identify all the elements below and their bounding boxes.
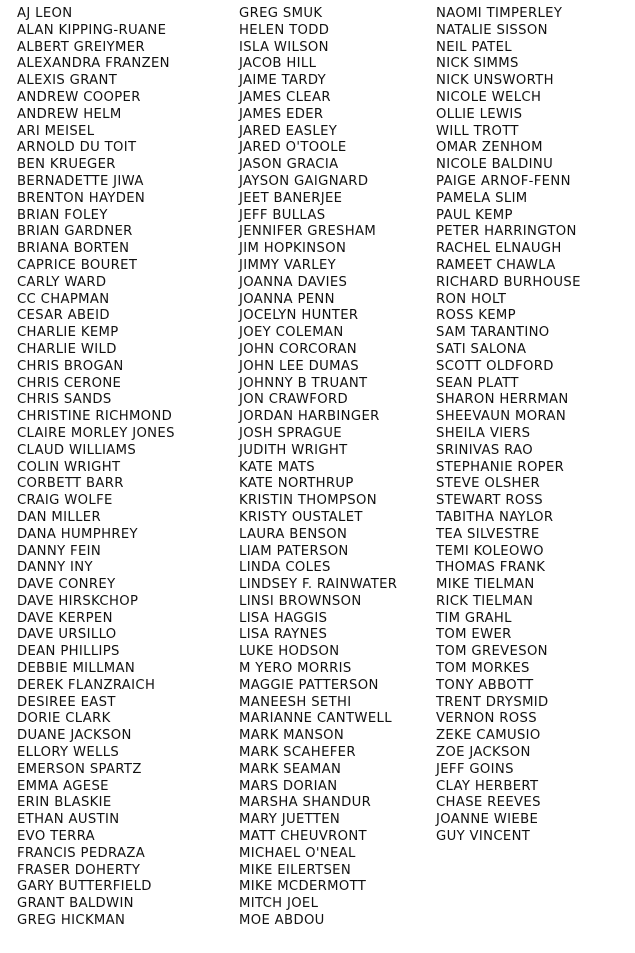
name-item: JASON GRACIA (239, 157, 339, 173)
name-item: VERNON ROSS (436, 711, 537, 727)
name-item: LINSI BROWNSON (239, 593, 362, 609)
name-item: STEWART ROSS (436, 493, 544, 509)
name-item: BRENTON HAYDEN (17, 190, 146, 206)
name-item: CHRISTINE RICHMOND (17, 409, 173, 425)
name-item: TOM MORKES (436, 661, 530, 677)
name-item: NEIL PATEL (436, 39, 512, 55)
name-item: TOM EWER (436, 627, 512, 643)
name-item: ETHAN AUSTIN (17, 812, 120, 828)
name-item: DANNY INY (17, 560, 93, 576)
name-item: CORBETT BARR (17, 476, 124, 492)
name-item: BEN KRUEGER (17, 157, 116, 173)
name-item: CHRIS SANDS (17, 392, 112, 408)
name-item: JOCELYN HUNTER (239, 308, 359, 324)
name-item: MOE ABDOU (239, 913, 325, 929)
name-item: JON CRAWFORD (239, 392, 348, 408)
name-item: SHEILA VIERS (436, 425, 531, 441)
name-item: CAPRICE BOURET (17, 257, 138, 273)
name-item: SCOTT OLDFORD (436, 358, 554, 374)
name-item: JAMES CLEAR (239, 89, 331, 105)
name-item: WILL TROTT (436, 123, 519, 139)
name-item: ALBERT GREIYMER (17, 39, 145, 55)
name-item: ELLORY WELLS (17, 745, 120, 761)
name-item: ERIN BLASKIE (17, 795, 112, 811)
name-item: KRISTIN THOMPSON (239, 493, 377, 509)
name-item: NICK UNSWORTH (436, 73, 554, 89)
name-item: JAYSON GAIGNARD (239, 173, 369, 189)
name-item: ALAN KIPPING-RUANE (17, 22, 167, 38)
name-item: ZEKE CAMUSIO (436, 728, 541, 744)
name-item: ROSS KEMP (436, 308, 516, 324)
name-item: GRANT BALDWIN (17, 896, 134, 912)
name-item: CLAY HERBERT (436, 778, 539, 794)
name-item: MIKE EILERTSEN (239, 862, 352, 878)
name-item: JORDAN HARBINGER (239, 409, 380, 425)
name-item: SHEEVAUN MORAN (436, 409, 567, 425)
name-item: ARNOLD DU TOIT (17, 140, 137, 156)
name-item: AJ LEON (17, 6, 73, 21)
name-item: BRIAN GARDNER (17, 224, 133, 240)
name-item: DUANE JACKSON (17, 728, 132, 744)
name-item: LINDSEY F. RAINWATER (239, 577, 398, 593)
name-item: JARED O'TOOLE (239, 140, 347, 156)
name-item: MARSHA SHANDUR (239, 795, 372, 811)
name-item: JENNIFER GRESHAM (239, 224, 377, 240)
name-item: MARK SCAHEFER (239, 745, 356, 761)
name-item: SATI SALONA (436, 341, 527, 357)
name-item: M YERO MORRIS (239, 661, 352, 677)
name-item: OMAR ZENHOM (436, 140, 543, 156)
name-item: TIM GRAHL (436, 610, 512, 626)
name-item: TEMI KOLEOWO (436, 543, 544, 559)
name-item: JOHNNY B TRUANT (239, 375, 368, 391)
name-item: CRAIG WOLFE (17, 493, 113, 509)
name-item: DAVE HIRSKCHOP (17, 593, 139, 609)
name-item: PAIGE ARNOF-FENN (436, 173, 571, 189)
name-item: NICOLE WELCH (436, 89, 542, 105)
name-item: DAVE KERPEN (17, 610, 113, 626)
name-item: JOHN CORCORAN (239, 341, 357, 357)
name-item: DEAN PHILLIPS (17, 644, 120, 660)
name-item: JUDITH WRIGHT (239, 442, 348, 458)
name-item: MITCH JOEL (239, 896, 319, 912)
name-item: BRIAN FOLEY (17, 207, 108, 223)
name-item: FRANCIS PEDRAZA (17, 845, 146, 861)
name-item: STEPHANIE ROPER (436, 459, 565, 475)
name-item: NAOMI TIMPERLEY (436, 6, 563, 21)
name-item: NATALIE SISSON (436, 22, 548, 38)
name-item: ANDREW HELM (17, 106, 122, 122)
name-item: MARK SEAMAN (239, 761, 342, 777)
name-item: PETER HARRINGTON (436, 224, 577, 240)
name-item: JOANNE WIEBE (436, 812, 539, 828)
name-item: CESAR ABEID (17, 308, 110, 324)
name-item: RON HOLT (436, 291, 507, 307)
name-item: TRENT DRYSMID (436, 694, 549, 710)
name-item: TOM GREVESON (436, 644, 548, 660)
name-item: GARY BUTTERFIELD (17, 879, 152, 895)
name-item: MATT CHEUVRONT (239, 829, 367, 845)
name-item: DESIREE EAST (17, 694, 116, 710)
name-item: ANDREW COOPER (17, 89, 141, 105)
name-item: CLAIRE MORLEY JONES (17, 425, 175, 441)
name-item: SRINIVAS RAO (436, 442, 533, 458)
names-column-3 (436, 6, 581, 846)
name-item: KATE MATS (239, 459, 315, 475)
name-item: SHARON HERRMAN (436, 392, 569, 408)
name-item: JOSH SPRAGUE (239, 425, 342, 441)
name-item: LIAM PATERSON (239, 543, 349, 559)
name-item: JAMES EDER (239, 106, 324, 122)
name-item: LAURA BENSON (239, 526, 348, 542)
name-item: RAMEET CHAWLA (436, 257, 556, 273)
name-item: CC CHAPMAN (17, 291, 110, 307)
name-item: KRISTY OUSTALET (239, 509, 363, 525)
name-item: DANNY FEIN (17, 543, 102, 559)
name-item: DANA HUMPHREY (17, 526, 138, 542)
name-item: MARK MANSON (239, 728, 345, 744)
name-item: JEFF GOINS (436, 761, 514, 777)
name-item: MAGGIE PATTERSON (239, 677, 379, 693)
names-column-2 (239, 6, 397, 930)
name-item: GUY VINCENT (436, 829, 531, 845)
name-item: GREG HICKMAN (17, 913, 126, 929)
name-item: EMMA AGESE (17, 778, 109, 794)
name-item: LISA RAYNES (239, 627, 328, 643)
name-item: THOMAS FRANK (436, 560, 546, 576)
name-item: MIKE TIELMAN (436, 577, 535, 593)
names-column-1 (17, 6, 175, 930)
name-item: CHRIS BROGAN (17, 358, 124, 374)
name-item: MARS DORIAN (239, 778, 338, 794)
name-item: JACOB HILL (239, 56, 317, 72)
name-item: BERNADETTE JIWA (17, 173, 144, 189)
name-item: ZOE JACKSON (436, 745, 531, 761)
name-item: JAIME TARDY (239, 73, 327, 89)
name-item: JIM HOPKINSON (239, 241, 347, 257)
name-item: SEAN PLATT (436, 375, 519, 391)
name-item: TABITHA NAYLOR (436, 509, 554, 525)
name-item: CLAUD WILLIAMS (17, 442, 137, 458)
name-item: DORIE CLARK (17, 711, 111, 727)
name-item: SAM TARANTINO (436, 325, 550, 341)
name-item: NICK SIMMS (436, 56, 519, 72)
name-item: EMERSON SPARTZ (17, 761, 142, 777)
name-item: CHASE REEVES (436, 795, 541, 811)
name-item: FRASER DOHERTY (17, 862, 141, 878)
name-item: JOANNA PENN (239, 291, 335, 307)
name-item: JARED EASLEY (239, 123, 338, 139)
name-item: LISA HAGGIS (239, 610, 328, 626)
name-item: MARIANNE CANTWELL (239, 711, 392, 727)
name-item: CARLY WARD (17, 274, 107, 290)
name-item: JIMMY VARLEY (239, 257, 337, 273)
name-item: LINDA COLES (239, 560, 331, 576)
name-item: ISLA WILSON (239, 39, 329, 55)
name-item: RICK TIELMAN (436, 593, 534, 609)
name-item: HELEN TODD (239, 22, 330, 38)
name-item: JOEY COLEMAN (239, 325, 344, 341)
name-item: CHRIS CERONE (17, 375, 122, 391)
name-item: MICHAEL O'NEAL (239, 845, 356, 861)
name-item: OLLIE LEWIS (436, 106, 523, 122)
name-item: TEA SILVESTRE (436, 526, 540, 542)
name-item: JEET BANERJEE (239, 190, 343, 206)
name-item: RACHEL ELNAUGH (436, 241, 562, 257)
name-item: MARY JUETTEN (239, 812, 341, 828)
name-item: MIKE MCDERMOTT (239, 879, 367, 895)
name-item: GREG SMUK (239, 6, 323, 21)
name-item: NICOLE BALDINU (436, 157, 554, 173)
name-item: DAVE CONREY (17, 577, 116, 593)
name-item: STEVE OLSHER (436, 476, 541, 492)
name-item: EVO TERRA (17, 829, 96, 845)
name-item: TONY ABBOTT (436, 677, 534, 693)
name-item: DEBBIE MILLMAN (17, 661, 136, 677)
name-item: ALEXIS GRANT (17, 73, 118, 89)
name-item: PAUL KEMP (436, 207, 513, 223)
name-item: ALEXANDRA FRANZEN (17, 56, 170, 72)
name-item: CHARLIE KEMP (17, 325, 119, 341)
name-item: DEREK FLANZRAICH (17, 677, 156, 693)
name-item: JOANNA DAVIES (239, 274, 348, 290)
name-item: DAVE URSILLO (17, 627, 117, 643)
name-item: KATE NORTHRUP (239, 476, 354, 492)
name-item: JOHN LEE DUMAS (239, 358, 359, 374)
name-item: CHARLIE WILD (17, 341, 117, 357)
name-item: PAMELA SLIM (436, 190, 528, 206)
name-item: DAN MILLER (17, 509, 101, 525)
name-item: LUKE HODSON (239, 644, 340, 660)
name-item: BRIANA BORTEN (17, 241, 130, 257)
name-item: COLIN WRIGHT (17, 459, 121, 475)
name-item: RICHARD BURHOUSE (436, 274, 581, 290)
name-item: ARI MEISEL (17, 123, 95, 139)
name-item: MANEESH SETHI (239, 694, 352, 710)
name-item: JEFF BULLAS (239, 207, 326, 223)
